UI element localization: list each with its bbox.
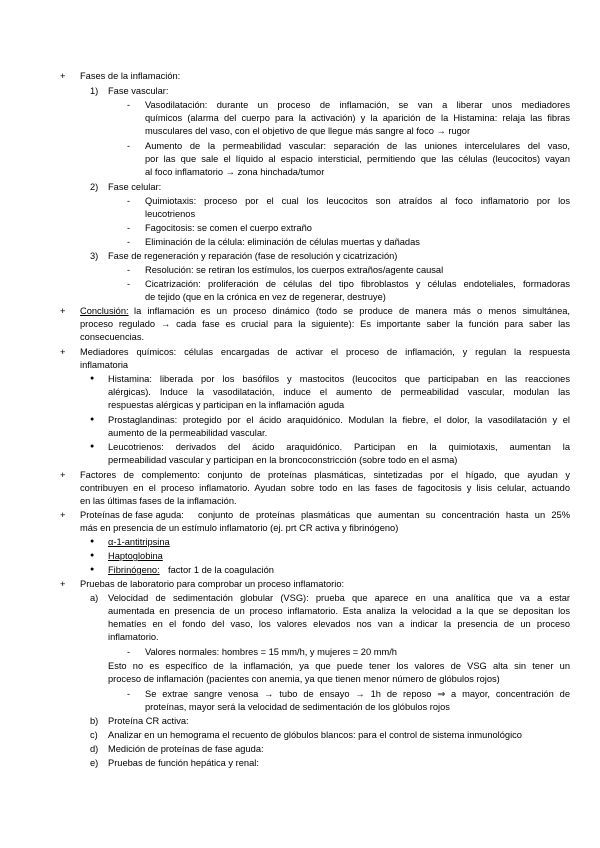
list-item-line: aumento de la permeabilidad vascular. [108, 428, 268, 438]
dash-bullet-icon: - [127, 196, 131, 206]
list-item-line: Aumento de la permeabilidad vascular: separación de las uniones intercelulares del vaso, [145, 141, 570, 151]
list-letter: c) [90, 730, 98, 740]
list-item-line: Pruebas de función hepática y renal: [108, 758, 259, 768]
paragraph-line: Mediadores químicos: células encargadas de activar el proceso de inflamación, y regulan la respuesta [80, 347, 570, 357]
list-item-line: Eliminación de la célula: eliminación de células muertas y dañadas [145, 237, 420, 247]
dash-bullet-icon: - [127, 223, 131, 233]
list-item-line: Analizar en un hemograma el recuento de glóbulos blancos: para el control de sistema inmunológico [108, 730, 522, 740]
paragraph-line: Esto no es específico de la inflamación, ya que puede tener los valores de VSG alta sin tener un [108, 661, 570, 671]
dash-bullet-icon: - [127, 100, 131, 110]
dot-bullet-icon: ● [90, 375, 95, 382]
dash-bullet-icon: - [127, 689, 131, 699]
dot-bullet-icon: ● [90, 443, 95, 450]
list-item-line: Leucotrienos: derivados del ácido araquidónico. Participan en la quimiotaxis, aumentan la [108, 442, 570, 452]
list-item-line: inflamatorio. [108, 632, 159, 642]
paragraph-line: Factores de complemento: conjunto de proteínas plasmáticas, sintetizadas por el hígado, que ayudan y [80, 470, 570, 480]
dot-bullet-icon: ● [90, 552, 95, 559]
dash-bullet-icon: - [127, 141, 131, 151]
list-letter: e) [90, 758, 99, 768]
paragraph-line: proceso de inflamación (pacientes con anemia, ya que tienen menor número de glóbulos rojos) [108, 674, 500, 684]
list-item-line: Valores normales: hombres = 15 mm/h, y mujeres = 20 mm/h [145, 647, 397, 657]
list-item-line: aumentada en presencia de un proceso inflamatorio. Esta analiza la velocidad a la que se depositan los [108, 606, 570, 616]
dot-bullet-icon: ● [90, 538, 95, 545]
paragraph-line: conjunto de proteínas plasmáticas que aumentan su concentración hasta un 25% [198, 510, 570, 520]
list-item-line: Fagocitosis: se comen el cuerpo extraño [145, 223, 312, 233]
fibrinogeno-label: Fibrinógeno: [108, 565, 160, 575]
paragraph-line: la inflamación es un proceso dinámico (todo se produce de manera más o menos simultánea, [134, 306, 570, 316]
section-title: Fases de la inflamación: [80, 71, 181, 81]
paragraph-line: inflamatoria [80, 360, 129, 370]
fase-aguda-label: Proteínas de fase aguda: [80, 510, 184, 520]
plus-bullet-icon: + [60, 510, 66, 520]
list-item-line: químicos (alarma del cuerpo para la activación) y la aparición de la Histamina: relaja las fibras [145, 113, 570, 123]
plus-bullet-icon: + [60, 470, 66, 480]
list-item-line: Prostaglandinas: protegido por el ácido araquidónico. Modulan la fiebre, el dolor, la vasodilatación y el [108, 415, 570, 425]
dash-bullet-icon: - [127, 265, 131, 275]
list-item-line: Vasodilatación: durante un proceso de inflamación, se van a liberar unos mediadores [145, 100, 570, 110]
paragraph-line: en las últimas fases de la inflamación. [80, 496, 237, 506]
subsection-title: Fase celular: [108, 182, 162, 192]
list-item-line: al foco inflamatorio → zona hinchada/tumor [145, 167, 325, 177]
paragraph-line: consecuencias. [80, 332, 145, 342]
list-letter: d) [90, 744, 99, 754]
list-item-line: Haptoglobina [108, 551, 163, 561]
list-letter: b) [90, 716, 99, 726]
list-item-line: factor 1 de la coagulación [168, 565, 274, 575]
dot-bullet-icon: ● [90, 416, 95, 423]
list-number: 2) [90, 182, 99, 192]
plus-bullet-icon: + [60, 71, 66, 81]
list-item-line: hematíes en el fondo del vaso, los valores elevados nos van a indicar la presencia de un proceso [108, 619, 570, 629]
list-item-line: Cicatrización: proliferación de células del tipo fibroblastos y células endoteliales, formadoras [145, 279, 570, 289]
list-item-line: Histamina: liberada por los basófilos y mastocitos (leucocitos que participaban en las reacciones [108, 374, 570, 384]
plus-bullet-icon: + [60, 579, 66, 589]
list-number: 3) [90, 251, 99, 261]
paragraph-line: más en presencia de un estímulo inflamatorio (ej. prt CR activa y fibrinógeno) [80, 523, 399, 533]
list-item-line: Se extrae sangre venosa → tubo de ensayo → 1h de reposo ⇒ a mayor, concentración de [145, 689, 570, 699]
list-item-line: Medición de proteínas de fase aguda: [108, 744, 264, 754]
paragraph-line: proceso regulado → cada fase es crucial para la siguiente): Es importante saber la función para saber las [80, 319, 570, 329]
list-item-line: leucotrienos [145, 209, 196, 219]
dot-bullet-icon: ● [90, 566, 95, 573]
subsection-title: Fase vascular: [108, 86, 169, 96]
list-item-line: α-1-antitripsina [108, 537, 170, 547]
list-item-line: Resolución: se retiran los estímulos, los cuerpos extraños/agente causal [145, 265, 444, 275]
list-item-line: por las que sale el líquido al espacio intersticial, permitiendo que las células (leucocitos) vayan [145, 154, 570, 164]
subsection-title: Fase de regeneración y reparación (fase de resolución y cicatrización) [108, 251, 398, 261]
dash-bullet-icon: - [127, 279, 131, 289]
list-letter: a) [90, 593, 99, 603]
list-item-line: alérgicas). Induce la vasodilatación, induce el aumento de permeabilidad vascular, modulan las [108, 387, 570, 397]
list-item-line: Proteína CR activa: [108, 716, 189, 726]
dash-bullet-icon: - [127, 647, 131, 657]
list-item-line: permeabilidad vascular y participan en la broncoconstricción (sobre todo en el asma) [108, 455, 458, 465]
conclusion-label: Conclusión: [80, 306, 129, 316]
dash-bullet-icon: - [127, 237, 131, 247]
paragraph-line: contribuyen en el proceso inflamatorio. Ayudan sobre todo en las fases de fagocitosis y lisis celular, actuando [80, 483, 570, 493]
plus-bullet-icon: + [60, 347, 66, 357]
section-title: Pruebas de laboratorio para comprobar un proceso inflamatorio: [80, 579, 345, 589]
list-number: 1) [90, 86, 99, 96]
list-item-line: respuestas alérgicas y participan en la inflamación aguda [108, 400, 345, 410]
list-item-line: musculares del vaso, con el objetivo de que llegue más sangre al foco → rugor [145, 126, 471, 136]
list-item-line: Velocidad de sedimentación globular (VSG): prueba que aparece en una analítica que va a estar [108, 593, 570, 603]
list-item-line: de tejido (que en la crónica en vez de regenerar, destruye) [145, 292, 386, 302]
list-item-line: proteínas, mayor será la velocidad de sedimentación de los glóbulos rojos [145, 702, 450, 712]
plus-bullet-icon: + [60, 306, 66, 316]
list-item-line: Quimiotaxis: proceso por el cual los leucocitos son atraídos al foco inflamatorio por los [145, 196, 570, 206]
